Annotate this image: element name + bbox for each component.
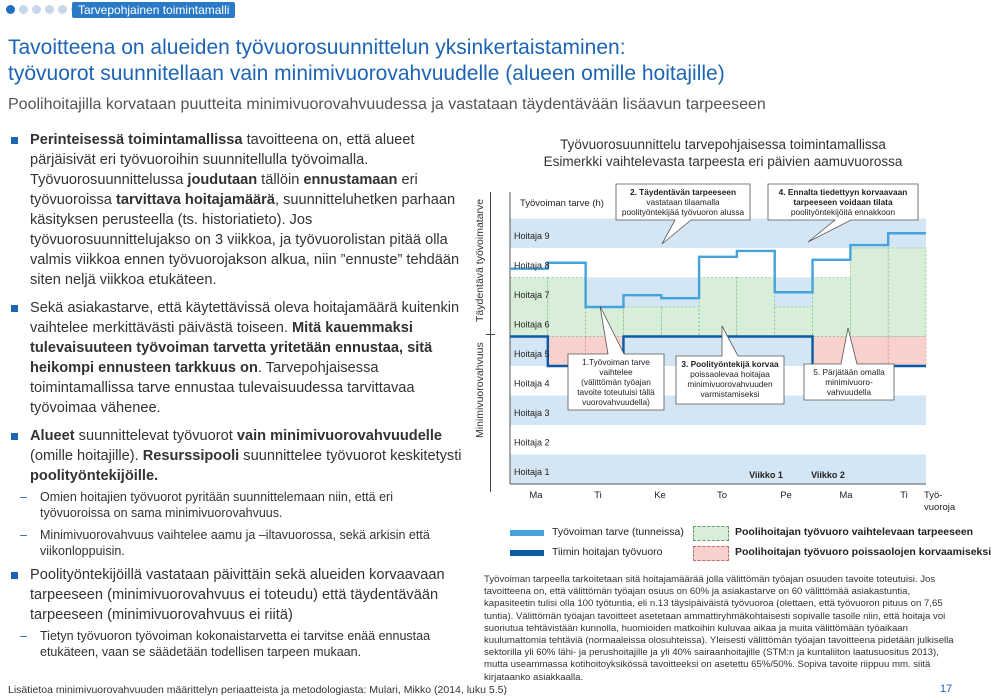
top-navigation xyxy=(0,0,960,20)
pool-variable-cover xyxy=(661,307,699,337)
bullet-variation xyxy=(8,298,463,418)
bullet-text: eri työvuoroissa xyxy=(30,172,418,208)
x-axis-title: vuoroja xyxy=(924,502,956,513)
legend-swatch-pool-variable xyxy=(693,526,729,541)
bullet-text: (omille hoitajille). xyxy=(30,448,143,464)
callout-text: tavoite toteutuisi tällä xyxy=(577,387,655,397)
x-tick-label: To xyxy=(716,490,728,501)
title-line-1: Tavoitteena on alueiden työvuorosuunnittelun yksinkertaistaminen: xyxy=(8,36,626,59)
legend-swatch-team xyxy=(510,550,544,556)
callout-text: 3. Poolityöntekijä korvaa xyxy=(681,359,779,369)
section-label: Tarvepohjainen toimintamalli xyxy=(72,2,235,18)
source-reference: Lisätietoa minimivuorovahvuuden määrittelyn periaatteista ja metodologiasta: Mulari, Mikko (2014, luku 5.5) xyxy=(8,684,508,696)
callout-text: 5. Pärjätään omalla xyxy=(813,367,885,377)
level-label: Hoitaja 9 xyxy=(514,231,550,241)
page-title xyxy=(8,35,938,87)
bullet-text: poolityöntekijöille. xyxy=(30,468,159,484)
page-number: 17 xyxy=(940,683,953,695)
callout-text: poolityöntekijää työvuoron alussa xyxy=(621,207,745,217)
x-tick-label: Ti xyxy=(900,490,908,501)
level-label: Hoitaja 5 xyxy=(514,349,550,359)
bullet-text: tällöin xyxy=(257,172,304,188)
level-label: Hoitaja 2 xyxy=(514,437,550,448)
pool-variable-cover xyxy=(623,307,661,337)
staffing-chart xyxy=(508,187,956,513)
chart-heading-line-2: Esimerkki vaihtelevasta tarpeesta eri päivien aamuvuorossa xyxy=(543,154,903,169)
bullet-text: Alueet xyxy=(30,428,75,444)
pool-variable-cover xyxy=(737,278,775,337)
vertical-label-supplementary: Täydentävä työvoimatarve xyxy=(474,198,486,322)
callout-text: vastataan tilaamalla xyxy=(646,197,720,207)
callout-text: tarpeeseen voidaan tilata xyxy=(793,197,893,207)
bullet-text: ennustamaan xyxy=(303,172,398,188)
title-line-2: työvuorot suunnitellaan vain minimivuorovahvuudelle (alueen omille hoitajille) xyxy=(8,62,725,85)
legend-swatch-pool-absence xyxy=(693,546,729,561)
sub-bullet-minimum-varies: – Minimivuorovahvuus vaihtelee aamu ja –iltavuorossa, sekä arkisin että viikonloppuisin. xyxy=(8,527,463,559)
x-axis-title: Työ- xyxy=(924,490,943,501)
left-column xyxy=(8,130,463,666)
slide-dot[interactable] xyxy=(58,5,67,14)
bullet-text: . Tarvepohjaisessa toimintamallissa tarve ennustaa tulevaisuudessa tarvittavaa työvoimaa vähenee. xyxy=(30,360,415,416)
bullet-areas-plan xyxy=(8,426,463,486)
level-label: Hoitaja 8 xyxy=(514,260,550,271)
bullet-text: tarvittava hoitajamäärä xyxy=(115,192,275,208)
bullet-text: Sekä asiakastarve, että käytettävissä oleva hoitajamäärä kuitenkin vaihtelee merkittävästi päivästä toiseen. xyxy=(30,300,460,336)
level-label: Hoitaja 1 xyxy=(514,467,550,477)
separator-tick xyxy=(486,334,495,335)
level-label: Hoitaja 6 xyxy=(514,319,550,330)
callout-text: minimivuoro- xyxy=(825,377,873,387)
legend-swatch-need xyxy=(510,530,544,536)
level-label: Hoitaja 3 xyxy=(514,408,550,418)
slide-dots xyxy=(6,5,80,14)
level-band xyxy=(510,455,926,485)
bullet-text: suunnittelee työvuorot keskitetysti xyxy=(239,448,462,464)
callout-text: vahvuudella xyxy=(826,387,872,397)
pool-variable-cover xyxy=(548,278,586,337)
callout-text: (välittömän työajan xyxy=(581,377,651,387)
level-label: Hoitaja 7 xyxy=(514,290,550,300)
legend-label-need: Työvoiman tarve (tunneissa) xyxy=(552,526,684,538)
week-label-1: Viikko 1 xyxy=(749,470,783,480)
level-label: Hoitaja 4 xyxy=(514,378,550,389)
sub-bullet-same-minimum: – Omien hoitajien työvuorot pyritään suunnittelemaan niin, että eri työvuoroissa on sama minimivuorovahvuus. xyxy=(8,489,463,521)
vertical-separator xyxy=(490,192,491,492)
callout-text: poolityöntekijöitä ennakkoon xyxy=(790,207,896,217)
page-subtitle: Poolihoitajilla korvataan puutteita minimivuorovahvuudessa ja vastataan täydentävään lisäavun tarpeeseen xyxy=(8,96,766,113)
callout-text: 1.Työvoiman tarve xyxy=(582,357,650,367)
slide-dot[interactable] xyxy=(32,5,41,14)
x-tick-label: Ti xyxy=(594,490,602,501)
bullet-text: joudutaan xyxy=(187,172,258,188)
callout-text: varmistamiseksi xyxy=(700,389,760,399)
bullet-traditional-model xyxy=(8,130,463,290)
callout-text: minimivuorovahvuuden xyxy=(687,379,773,389)
x-tick-label: Pe xyxy=(780,490,792,501)
pool-variable-cover xyxy=(699,278,737,337)
vertical-label-minimum: Minimivuorovahvuus xyxy=(474,342,486,438)
chart-heading xyxy=(490,136,956,170)
pool-absence-cover xyxy=(888,337,926,367)
legend-label-team: Tiimin hoitajan työvuoro xyxy=(552,546,663,558)
y-axis-title: Työvoiman tarve (h) xyxy=(520,198,604,209)
bullet-text: Perinteisessä toimintamallissa xyxy=(30,132,243,148)
bullet-text: tavoitteena on, että alueet pärjäisivät eri työvuoroihin suunnitellulla työvoimalla. Työvuorosuunnittelussa xyxy=(30,132,415,188)
bullet-pool-workers: Poolityöntekijöillä vastataan päivittäin sekä alueiden korvaavaan tarpeeseen (minimivuorovahvuus ei toteudu) että täydentävään tarpeeseen (minimivuorovahvuus ei riitä) xyxy=(8,565,463,625)
pool-variable-cover xyxy=(813,278,851,337)
sub-bullet-no-forecast: – Tietyn työvuoron työvoiman kokonaistarvetta ei tarvitse enää ennustaa etukäteen, vaan se säädetään todellisen tarpeen mukaan. xyxy=(8,628,463,660)
slide-dot[interactable] xyxy=(19,5,28,14)
bullet-text: suunnittelevat työvuorot xyxy=(74,428,237,444)
chart-heading-line-1: Työvuorosuunnittelu tarvepohjaisessa toimintamallissa xyxy=(560,137,886,152)
x-tick-label: Ke xyxy=(654,490,666,501)
footnote-text: Työvoiman tarpeella tarkoitetaan sitä hoitajamäärää jolla välittömän työajan osuuden tavoite toteutuisi. Jos tavoitteena on, että välittömän työajan osuus on 60% ja asiakastarve on 60 välittömää asiakastuntia, kapasiteetin tulisi olla 100 työtuntia, eli n.13 täysipäiväistä työvuoroa (olettaen, että työvuoron pituus on 7,65 tuntia). Välittömän työajan tavoitteet asetetaan ammattiryhmäkohtaisesti sopivalle tasolle niin, että hoitaja voi suoriutua tehtävistään kunnolla, huomioiden matkoihin kuluvaa aikaa ja muita välittömään työaikaan kuulumattomia tehtäviä (normaaleissa olosuhteissa). Yleisesti välittömän työajan tavoitteena pidetään julkisella sektorilla yli 60% lähi- ja perushoitajille ja yli 40% sairaanhoitajille (STM:n ja kuntaliiton laatusuositus 2013), mutta useammassa kotihoitoyksikössä tavoitteeksi on asetettu 65%/50%. Sopiva tavoite riippuu mm. siitä kirjataanko asiakkaalla. xyxy=(484,574,954,683)
callout-text: 4. Ennalta tiedettyyn korvaavaan xyxy=(778,187,908,197)
bullet-text: , suunnitteluhetken parhaan käsityksen perusteella (ts. historiatieto). Jos työvuorosuunnittelujakso on 3 viikkoa, ja työvuorolistan pitää olla valmis viikkoa ennen työvuorojakson alkua, niin ”ennuste” tehdään siten neljä viikkoa etukäteen. xyxy=(30,192,460,288)
slide-dot-active[interactable] xyxy=(6,5,15,14)
legend-label-pool-variable: Poolihoitajan työvuoro vaihtelevaan tarpeeseen xyxy=(735,526,974,538)
x-tick-label: Ma xyxy=(529,490,543,501)
bullet-text: Resurssipooli xyxy=(142,448,240,464)
bullet-text: vain minimivuorovahvuudelle xyxy=(236,428,443,444)
week-label-2: Viikko 2 xyxy=(811,470,845,480)
bullet-text: Mitä kauemmaksi tulevaisuuteen työvoiman tarvetta yritetään ennustaa, sitä heikompi ennusteen tarkkuus on xyxy=(30,320,433,376)
pool-variable-cover xyxy=(850,248,888,337)
slide-dot[interactable] xyxy=(45,5,54,14)
x-tick-label: Ma xyxy=(839,490,853,501)
level-band xyxy=(510,219,926,249)
callout-text: vaihtelee xyxy=(599,367,633,377)
callout-text: vuorovahvuudella) xyxy=(582,397,650,407)
pool-variable-cover xyxy=(775,307,813,337)
callout-text: 2. Täydentävän tarpeeseen xyxy=(629,187,737,197)
pool-variable-cover xyxy=(888,248,926,337)
callout-text: poissaolevaa hoitajaa xyxy=(690,369,770,379)
legend-label-pool-absence: Poolihoitajan työvuoro poissaolojen korvaamiseksi xyxy=(735,546,991,558)
